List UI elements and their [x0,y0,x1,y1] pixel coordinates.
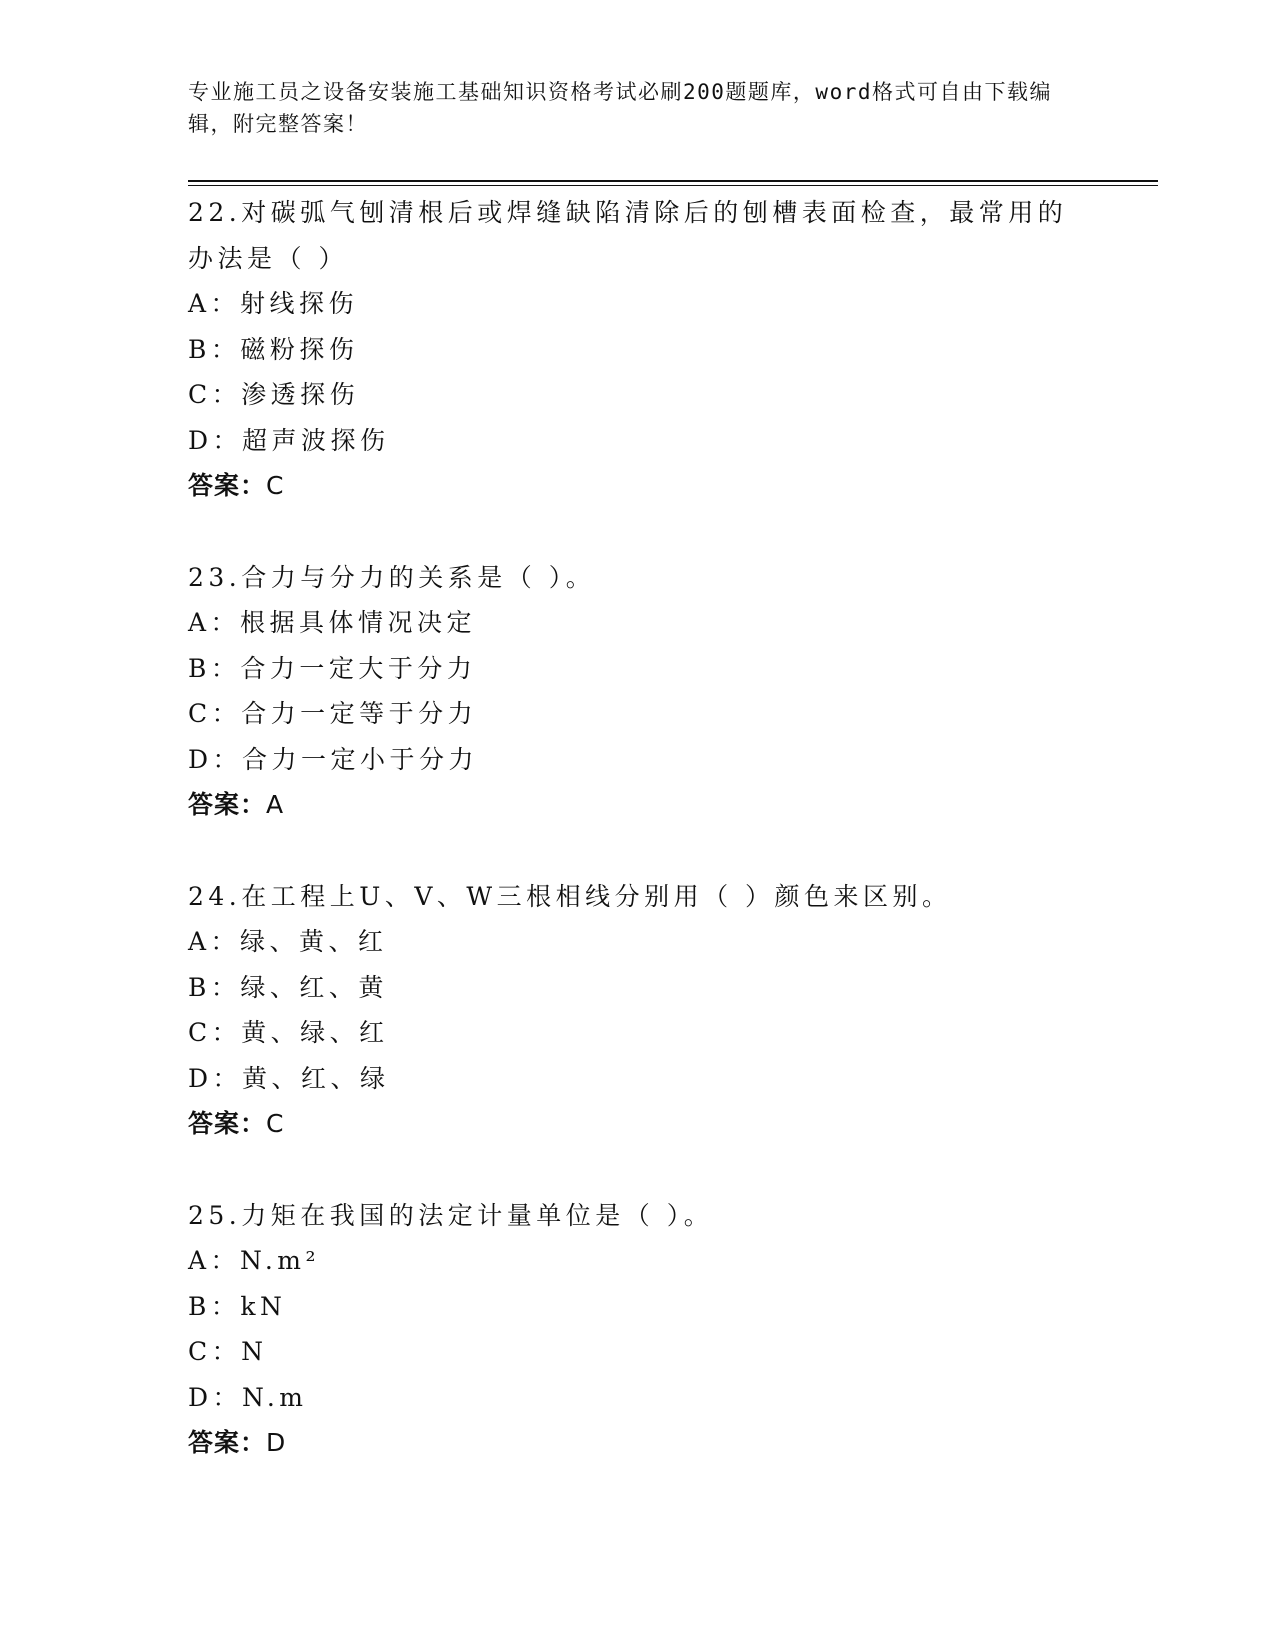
option-d: D：合力一定小于分力 [188,744,479,774]
question-24 [188,874,1088,1147]
answer-label: 答案： [188,1109,267,1138]
option-d: D：超声波探伤 [188,425,390,455]
option-c: C：N [188,1337,268,1366]
option-a: A：绿、黄、红 [188,927,388,956]
question-list [188,190,1088,1512]
answer [188,1101,1088,1147]
option-a: A：射线探伤 [188,289,359,318]
option-d: D：黄、红、绿 [188,1063,390,1093]
option-b: B：合力一定大于分力 [188,653,477,683]
option-a: A：N.m² [188,1246,321,1275]
option-b: B：磁粉探伤 [188,334,359,364]
answer-value: C [266,471,285,500]
answer [188,463,1088,509]
document-header: 专业施工员之设备安装施工基础知识资格考试必刷200题题库，word格式可自由下载编辑，附完整答案！ [188,80,1052,136]
option-d: D：N.m [188,1382,308,1412]
option-c: C：黄、绿、红 [188,1018,389,1047]
answer-label: 答案： [188,790,267,819]
answer [188,1420,1088,1466]
header-divider-thin [188,185,1158,186]
question-22 [188,190,1088,509]
option-b: B：kN [188,1291,287,1321]
answer-value: D [266,1428,287,1457]
question-23 [188,555,1088,828]
question-stem: 23.合力与分力的关系是（ ）。 [188,562,596,592]
answer-label: 答案： [188,1428,267,1457]
question-stem: 24.在工程上U、V、W三根相线分别用（ ）颜色来区别。 [188,881,952,911]
answer [188,782,1088,828]
question-stem: 25.力矩在我国的法定计量单位是（ ）。 [188,1200,714,1230]
header-divider [188,180,1158,182]
answer-label: 答案： [188,471,267,500]
option-c: C：渗透探伤 [188,380,360,409]
answer-value: A [266,790,285,819]
question-stem: 22.对碳弧气刨清根后或焊缝缺陷清除后的刨槽表面检查，最常用的办法是（ ） [188,198,1068,273]
option-c: C：合力一定等于分力 [188,699,478,728]
option-b: B：绿、红、黄 [188,972,388,1002]
answer-value: C [266,1109,285,1138]
question-25 [188,1193,1088,1466]
option-a: A：根据具体情况决定 [188,608,477,637]
